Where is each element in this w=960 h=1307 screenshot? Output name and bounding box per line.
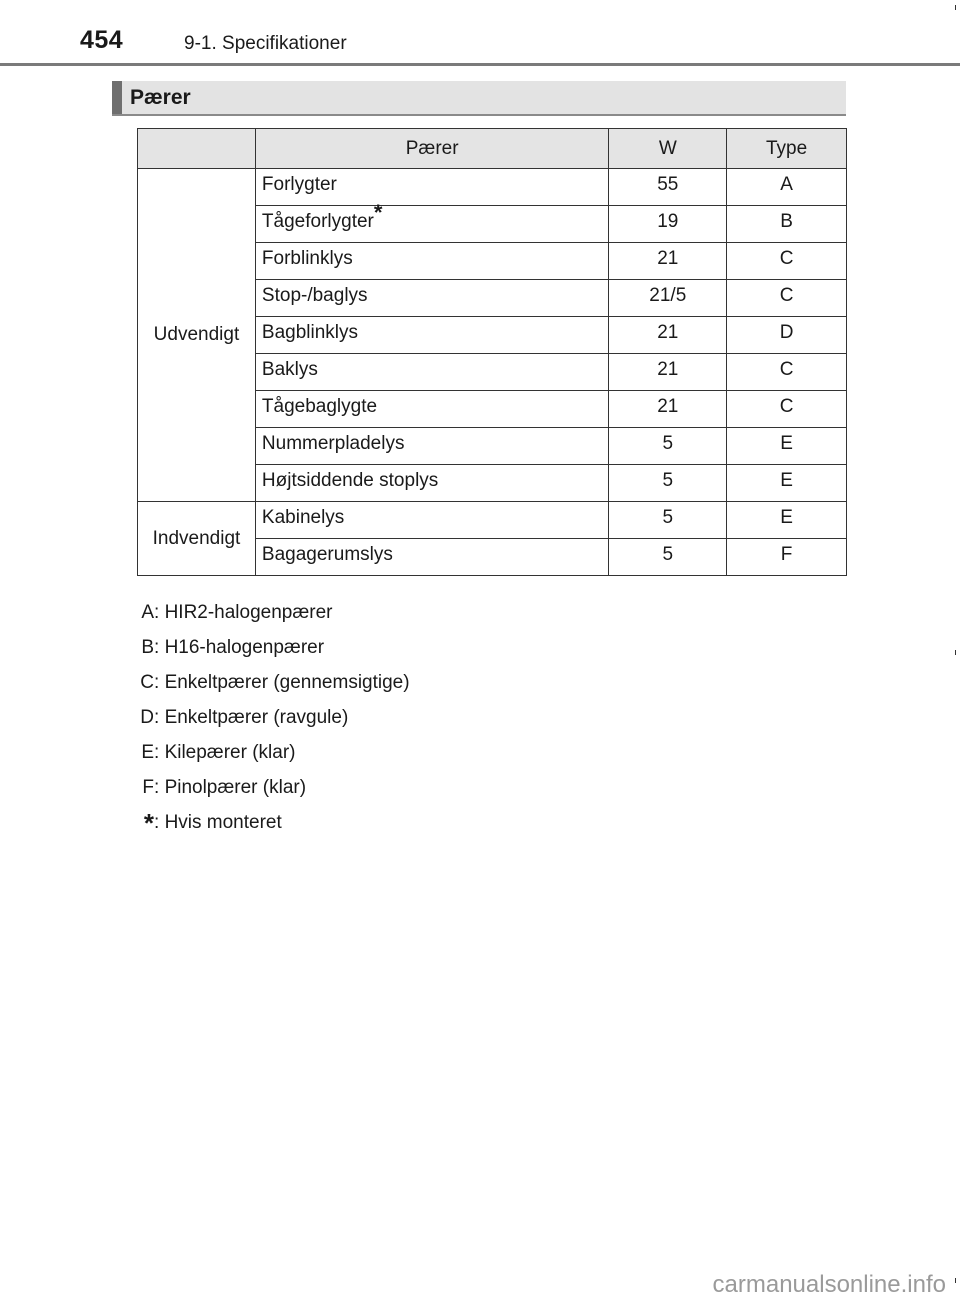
header-rule (0, 63, 960, 66)
bulb-name-cell (255, 200, 608, 243)
footnote-marker: * (373, 200, 383, 225)
legend-item: F: Pinolpærer (klar) (130, 777, 410, 812)
bulb-name-cell (255, 280, 608, 317)
bulb-name-cell (255, 354, 608, 391)
section-title: 9-1. Specifikationer (184, 33, 347, 54)
bulb-name-cell (255, 391, 608, 428)
legend-item: C: Enkeltpærer (gennemsigtige) (130, 672, 410, 707)
group-label: Indvendigt (138, 502, 256, 576)
bulb-name: Forblinklys (261, 248, 353, 269)
type-cell: C (727, 280, 847, 317)
wattage-cell: 55 (609, 169, 727, 206)
legend-text: Pinolpærer (klar) (164, 777, 307, 798)
legend-item: B: H16-halogenpærer (130, 637, 410, 672)
bulb-name: Forlygter (261, 174, 337, 195)
type-cell: E (727, 465, 847, 502)
bulb-name-cell (255, 502, 608, 539)
legend-text: Kilepærer (klar) (164, 742, 296, 763)
wattage-cell: 5 (609, 465, 727, 502)
margin-tick (955, 650, 956, 655)
table-body (138, 169, 847, 576)
wattage-cell: 21 (609, 317, 727, 354)
heading-accent (112, 81, 122, 114)
legend-key: C (140, 672, 154, 693)
bulb-name-cell (255, 539, 608, 576)
bulb-table (137, 128, 847, 576)
type-cell: D (727, 317, 847, 354)
table-row (138, 169, 847, 206)
bulb-name-cell (255, 465, 608, 502)
heading-bar (112, 81, 846, 116)
legend-key: D (140, 707, 154, 728)
type-cell: A (727, 169, 847, 206)
bulb-name: Tågebaglygte (261, 396, 378, 417)
legend-item: E: Kilepærer (klar) (130, 742, 410, 777)
type-cell: B (727, 206, 847, 243)
type-legend (130, 602, 410, 847)
legend-key: E (141, 742, 154, 763)
bulb-name: Tågeforlygter (261, 211, 374, 232)
legend-item: D: Enkeltpærer (ravgule) (130, 707, 410, 742)
wattage-cell: 21 (609, 391, 727, 428)
legend-key: A (141, 602, 154, 623)
legend-key: B (141, 637, 154, 658)
bulb-name: Bagagerumslys (261, 544, 393, 565)
bulb-name: Højtsiddende stoplys (261, 470, 439, 491)
column-header-group (138, 129, 256, 169)
watermark: carmanualsonline.info (712, 1271, 946, 1298)
table-header-row (138, 129, 847, 169)
wattage-cell: 19 (609, 206, 727, 243)
type-cell: C (727, 391, 847, 428)
type-cell: F (727, 539, 847, 576)
wattage-cell: 21/5 (609, 280, 727, 317)
wattage-cell: 21 (609, 243, 727, 280)
bulb-name: Stop-/baglys (261, 285, 368, 306)
type-cell: C (727, 354, 847, 391)
column-header-type: Type (727, 129, 847, 169)
heading-text: Pærer (130, 86, 191, 109)
bulb-name: Kabinelys (261, 507, 345, 528)
wattage-cell: 21 (609, 354, 727, 391)
bulb-name-cell (255, 428, 608, 465)
column-header-bulb: Pærer (255, 129, 608, 169)
legend-item: A: HIR2-halogenpærer (130, 602, 410, 637)
type-cell: C (727, 243, 847, 280)
wattage-cell: 5 (609, 502, 727, 539)
legend-text: Enkeltpærer (gennemsigtige) (164, 672, 410, 693)
legend-key: F (142, 777, 154, 798)
legend-key: * (143, 808, 154, 838)
bulb-name-cell (255, 243, 608, 280)
group-label: Udvendigt (138, 169, 256, 502)
legend-text: Hvis monteret (164, 812, 282, 833)
wattage-cell: 5 (609, 428, 727, 465)
type-cell: E (727, 428, 847, 465)
margin-tick (955, 5, 956, 10)
bulb-name-cell (255, 169, 608, 206)
legend-text: HIR2-halogenpærer (164, 602, 333, 623)
type-cell: E (727, 502, 847, 539)
column-header-watt: W (609, 129, 727, 169)
legend-text: Enkeltpærer (ravgule) (164, 707, 349, 728)
legend-item: *: Hvis monteret (130, 812, 410, 847)
page-number: 454 (80, 26, 124, 54)
bulb-name: Bagblinklys (261, 322, 359, 343)
table-row (138, 502, 847, 539)
wattage-cell: 5 (609, 539, 727, 576)
margin-tick (955, 1278, 956, 1283)
legend-text: H16-halogenpærer (164, 637, 325, 658)
bulb-name-cell (255, 317, 608, 354)
bulb-name: Baklys (261, 359, 318, 380)
bulb-name: Nummerpladelys (261, 433, 405, 454)
